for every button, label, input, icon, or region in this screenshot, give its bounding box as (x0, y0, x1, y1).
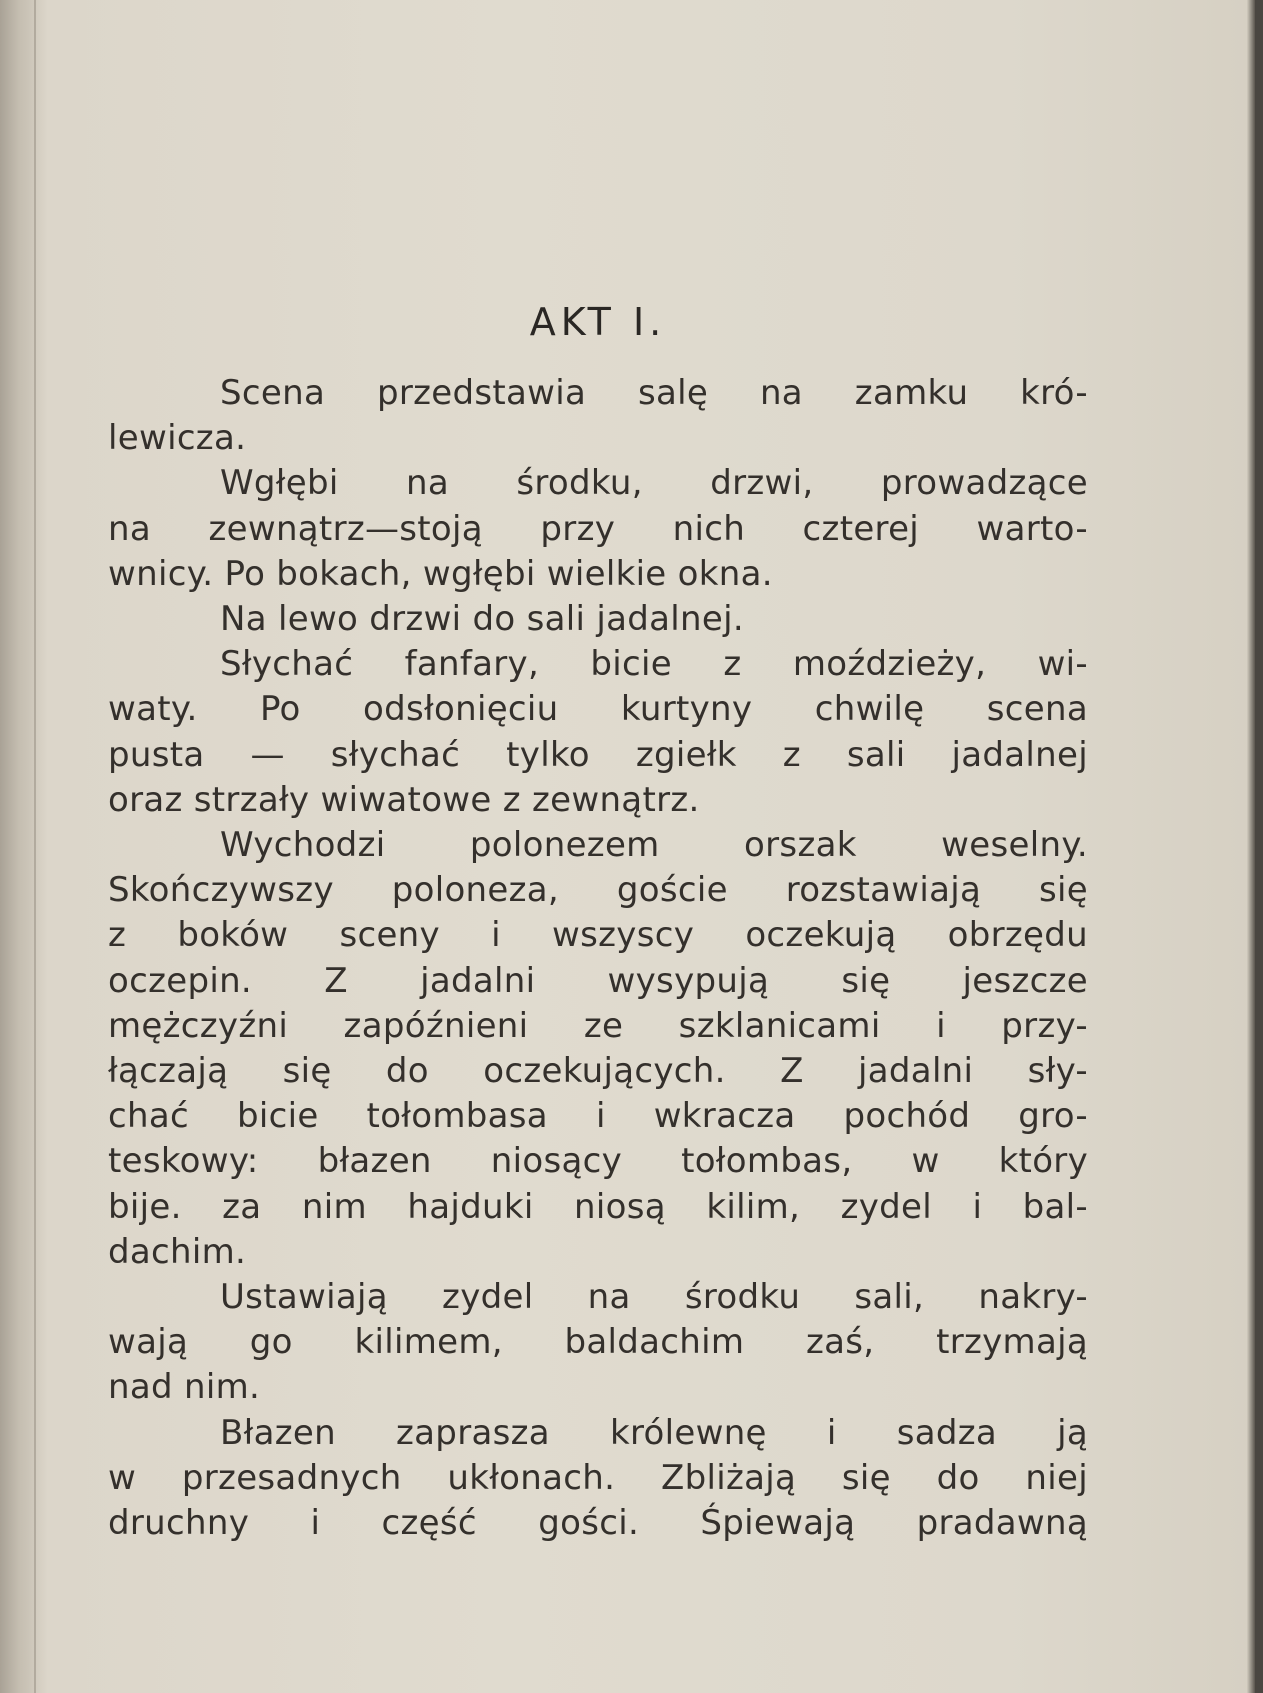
text-line: Wychodzi polonezem orszak weselny. (220, 825, 1088, 865)
text-line: nad nim. (108, 1367, 261, 1408)
page-right-edge (1247, 0, 1255, 1693)
text-line: lewicza. (108, 418, 247, 459)
text-line: w przesadnych ukłonach. Zbliżają się do niej (108, 1457, 1088, 1498)
text-line: mężczyźni zapóźnieni ze szklanicami i przy- (108, 1005, 1088, 1046)
text-line: bije. za nim hajduki niosą kilim, zydel i bal- (108, 1186, 1088, 1227)
text-line: z boków sceny i wszyscy oczekują obrzędu (108, 915, 1088, 956)
text-line: chać bicie tołombasa i wkracza pochód gro- (108, 1096, 1088, 1137)
text-line: wają go kilimem, baldachim zaś, trzymają (108, 1322, 1088, 1363)
text-line: Na lewo drzwi do sali jadalnej. (220, 599, 744, 639)
text-line: Słychać fanfary, bicie z moździeży, wi- (220, 644, 1088, 685)
text-line: oczepin. Z jadalni wysypują się jeszcze (108, 960, 1088, 1001)
page-gutter-shadow (0, 0, 48, 1693)
text-line: Błazen zaprasza królewnę i sadza ją (220, 1412, 1088, 1453)
text-line: Ustawiają zydel na środku sali, nakry- (220, 1277, 1088, 1317)
act-title: AKT I. (529, 300, 667, 344)
text-line: pusta — słychać tylko zgiełk z sali jadalnej (108, 734, 1088, 775)
text-line: oraz strzały wiwatowe z zewnątrz. (108, 779, 700, 820)
page-gutter-line (34, 0, 36, 1693)
text-line: teskowy: błazen niosący tołombas, w który (108, 1141, 1088, 1182)
text-line: na zewnątrz—stoją przy nich czterej warto- (108, 508, 1088, 549)
text-line: łączają się do oczekujących. Z jadalni sły- (108, 1051, 1088, 1091)
text-line: waty. Po odsłonięciu kurtyny chwilę scena (108, 689, 1088, 730)
text-line: wnicy. Po bokach, wgłębi wielkie okna. (108, 553, 773, 594)
text-line: druchny i część gości. Śpiewają pradawną (108, 1503, 1088, 1543)
text-line: Skończywszy poloneza, goście rozstawiają się (108, 870, 1088, 911)
text-line: dachim. (108, 1231, 247, 1272)
text-line: Wgłębi na środku, drzwi, prowadzące (220, 463, 1088, 504)
text-line: Scena przedstawia salę na zamku kró- (220, 373, 1088, 413)
